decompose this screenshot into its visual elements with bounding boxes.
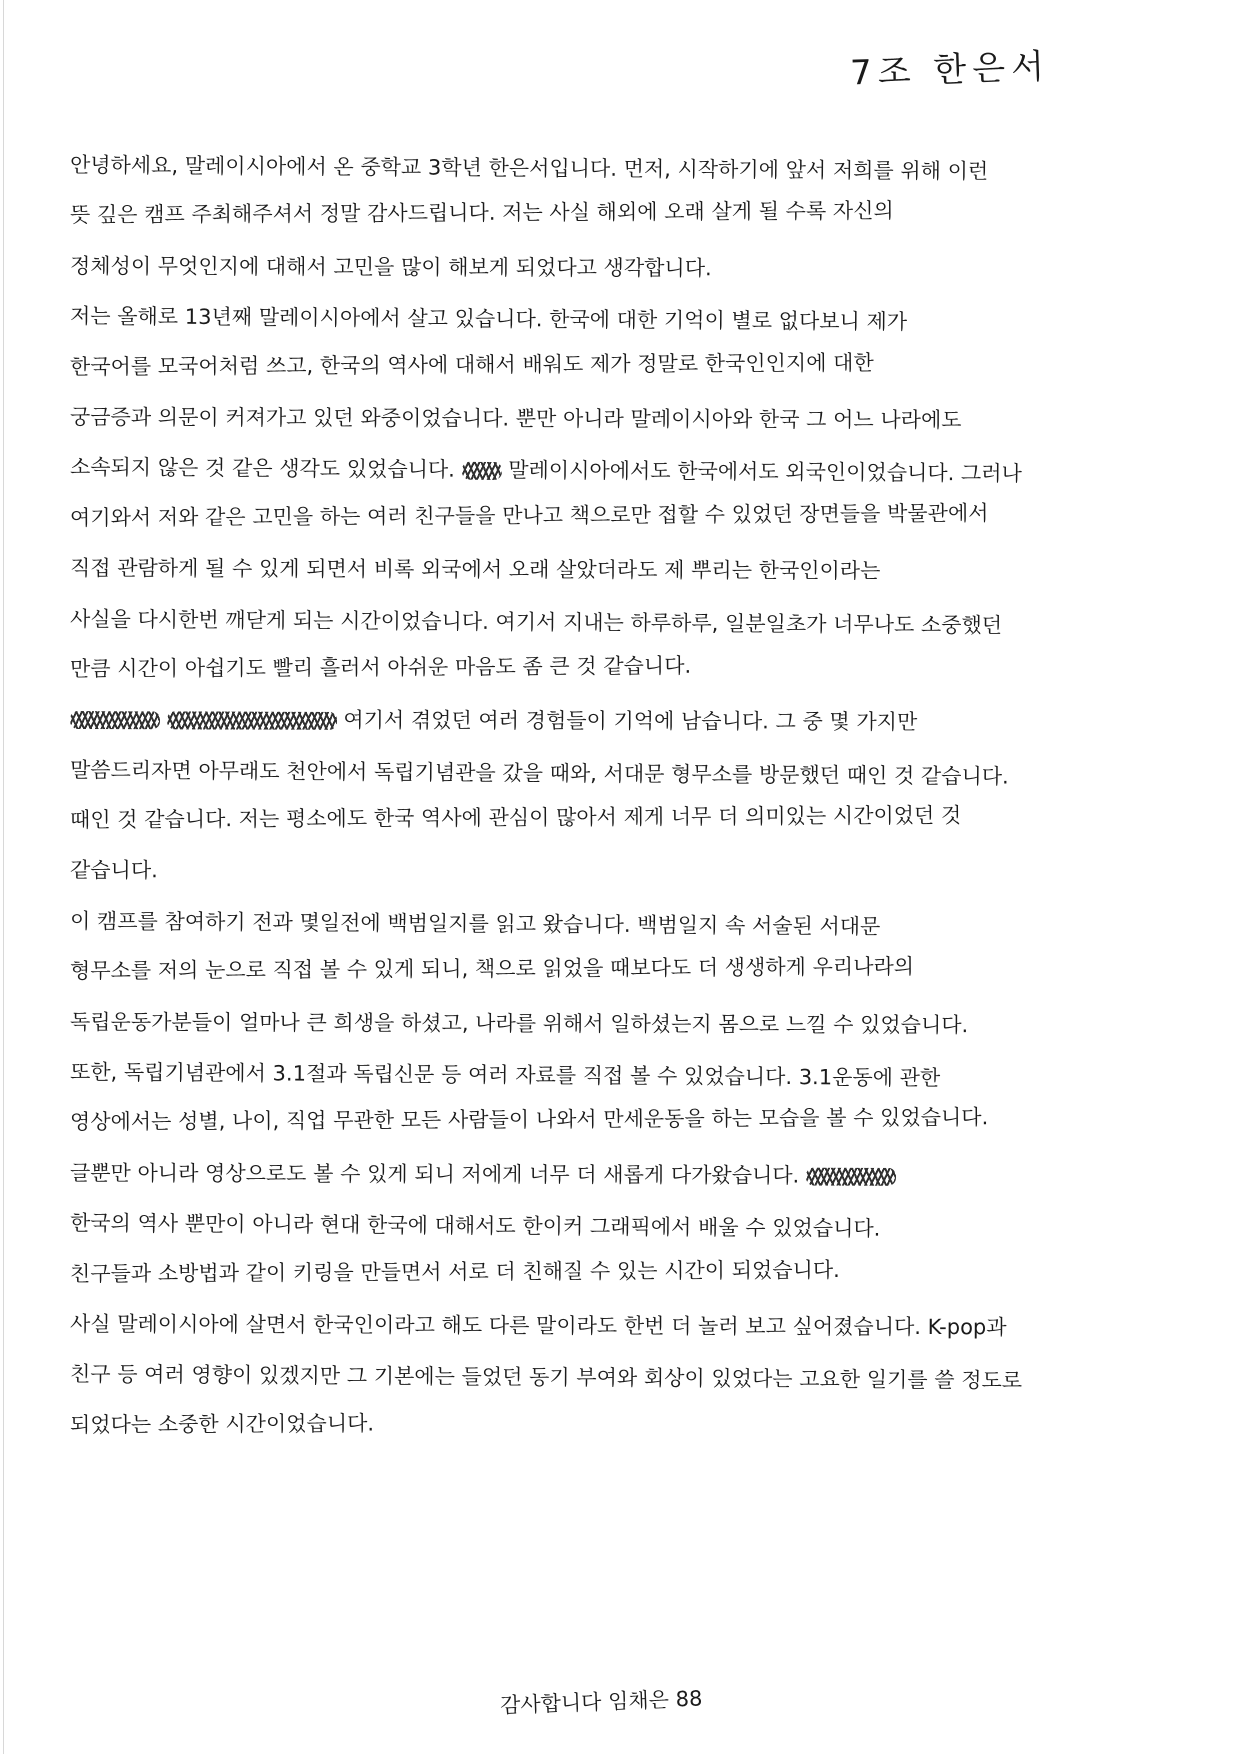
essay-line: 또한, 독립기념관에서 3.1절과 독립신문 등 여러 자료를 직접 볼 수 있었습니다. 3.1운동에 관한 (69, 1060, 941, 1091)
crossed-out-scribble (462, 462, 502, 480)
crossed-out-scribble (70, 711, 160, 729)
essay-line: 영상에서는 성별, 나이, 직업 무관한 모든 사람들이 나와서 만세운동을 하는 모습을 볼 수 있었습니다. (69, 1105, 989, 1135)
essay-line: 직접 관람하게 될 수 있게 되면서 비록 외국에서 오래 살았더라도 제 뿌리는 한국인이라는 (69, 556, 881, 583)
scan-edge-line (3, 0, 4, 1754)
essay-segment: 여기서 겪었던 여러 경험들이 기억에 남습니다. 그 중 몇 가지만 (343, 708, 918, 735)
essay-line: 되었다는 소중한 시간이었습니다. (69, 1411, 375, 1437)
essay-line: 정체성이 무엇인지에 대해서 고민을 많이 해보게 되었다고 생각합니다. (69, 253, 712, 281)
signoff-signature: 감사합니다 임채은 88 (499, 1686, 703, 1718)
essay-line: 뜻 깊은 캠프 주최해주셔서 정말 감사드립니다. 저는 사실 해외에 오래 살게 될 수록 자신의 (69, 199, 894, 228)
essay-line: 독립운동가분들이 얼마나 큰 희생을 하셨고, 나라를 위해서 일하셨는지 몸으로 느낄 수 있었습니다. (69, 1009, 969, 1037)
essay-line-with-scribble (70, 694, 1190, 748)
essay-line: 이 캠프를 참여하기 전과 몇일전에 백범일지를 읽고 왔습니다. 백범일지 속 서술된 서대문 (69, 908, 881, 939)
essay-line: 친구들과 소방법과 같이 키링을 만들면서 서로 더 친해질 수 있는 시간이 되었습니다. (69, 1257, 840, 1286)
essay-line: 때인 것 같습니다. 저는 평소에도 한국 역사에 관심이 많아서 제게 너무 더 의미있는 시간이었던 것 (69, 803, 962, 833)
essay-segment: 말레이시아에서도 한국에서도 외국인이었습니다. 그러나 (508, 458, 1022, 486)
essay-segment: 글뿐만 아니라 영상으로도 볼 수 있게 되니 저에게 너무 더 새롭게 다가왔습니다. (69, 1160, 800, 1188)
essay-line: 저는 올해로 13년째 말레이시아에서 살고 있습니다. 한국에 대한 기억이 별로 없다보니 제가 (69, 304, 908, 335)
essay-line: 말씀드리자면 아무래도 천안에서 독립기념관을 갔을 때와, 서대문 형무소를 방문했던 때인 것 같습니다. (69, 757, 1009, 789)
essay-line: 사실 말레이시아에 살면서 한국인이라고 해도 다른 말이라도 한번 더 놀러 보고 싶어졌습니다. K-pop과 (69, 1311, 1007, 1340)
essay-line: 같습니다. (69, 858, 158, 883)
essay-line: 친구 등 여러 영향이 있겠지만 그 기본에는 들었던 동기 부여와 회상이 있었다는 고요한 일기를 쓸 정도로 (69, 1362, 1023, 1394)
crossed-out-scribble (806, 1167, 896, 1185)
essay-line-with-scribble (70, 1148, 1190, 1202)
essay-line: 사실을 다시한번 깨닫게 되는 시간이었습니다. 여기서 지내는 하루하루, 일분일초가 너무나도 소중했던 (69, 606, 1003, 638)
essay-line: 궁금증과 의문이 커져가고 있던 와중이었습니다. 뿐만 아니라 말레이시아와 한국 그 어느 나라에도 (69, 404, 962, 433)
crossed-out-scribble (167, 712, 337, 731)
essay-body (70, 140, 1190, 1450)
essay-line: 형무소를 저의 눈으로 직접 볼 수 있게 되니, 책으로 읽었을 때보다도 더 생생하게 우리나라의 (69, 954, 915, 984)
essay-segment: 소속되지 않은 것 같은 생각도 있었습니다. (69, 455, 455, 483)
essay-line: 여기와서 저와 같은 고민을 하는 여러 친구들을 만나고 책으로만 접할 수 있었던 장면들을 박물관에서 (69, 500, 989, 530)
essay-line: 안녕하세요, 말레이시아에서 온 중학교 3학년 한은서입니다. 먼저, 시작하기에 앞서 저희를 위해 이런 (69, 153, 989, 184)
essay-line: 한국의 역사 뿐만이 아니라 현대 한국에 대해서도 한이커 그래픽에서 배울 수 있었습니다. (69, 1211, 881, 1241)
essay-line: 만큼 시간이 아쉽기도 빨리 흘러서 아쉬운 마음도 좀 큰 것 같습니다. (69, 653, 692, 681)
page-title: 7조 한은서 (849, 46, 1051, 94)
essay-line: 한국어를 모국어처럼 쓰고, 한국의 역사에 대해서 배워도 제가 정말로 한국인인지에 대한 (69, 350, 874, 379)
